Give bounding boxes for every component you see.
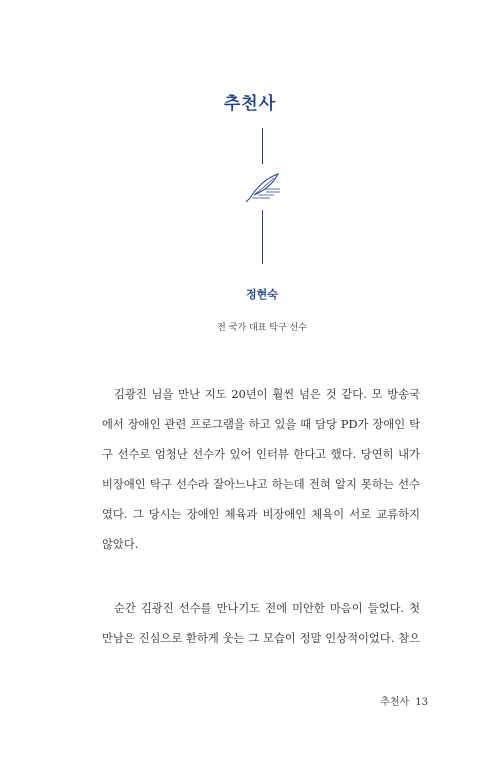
author-description: 전 국가 대표 탁구 선수 — [217, 323, 307, 333]
text-line: 였다. 그 당시는 장애인 체육과 비장애인 체육이 서로 교류하지 — [102, 508, 420, 521]
text-line: 김광진 님을 만난 지도 20년이 훨씬 넘은 것 같다. 모 방송국 — [114, 388, 420, 401]
quill-pen-icon — [244, 168, 284, 204]
author-name: 정현숙 — [246, 288, 278, 301]
text-line: 만남은 진심으로 환하게 웃는 그 모습이 정말 인상적이었다. 참으 — [102, 632, 420, 645]
section-title: 추천사 — [223, 94, 277, 114]
text-line: 순간 김광진 선수를 만나기도 전에 미안한 마음이 들었다. 첫 — [114, 602, 420, 615]
text-line: 않았다. — [102, 538, 139, 551]
text-line: 에서 장애인 관련 프로그램을 하고 있을 때 담당 PD가 장애인 탁 — [102, 418, 420, 431]
page-footer — [380, 693, 428, 708]
paragraph-2 — [102, 594, 420, 654]
page-number: 13 — [415, 697, 428, 708]
ornament-line-bottom — [262, 210, 263, 264]
running-title: 추천사 — [380, 697, 410, 708]
ornament-line-top — [262, 128, 263, 164]
text-line: 비장애인 탁구 선수라 잘아느냐고 하는데 전혀 알지 못하는 선수 — [102, 478, 420, 491]
paragraph-1 — [102, 380, 420, 560]
text-line: 구 선수로 엄청난 선수가 있어 인터뷰 한다고 했다. 당연히 내가 — [102, 448, 420, 461]
